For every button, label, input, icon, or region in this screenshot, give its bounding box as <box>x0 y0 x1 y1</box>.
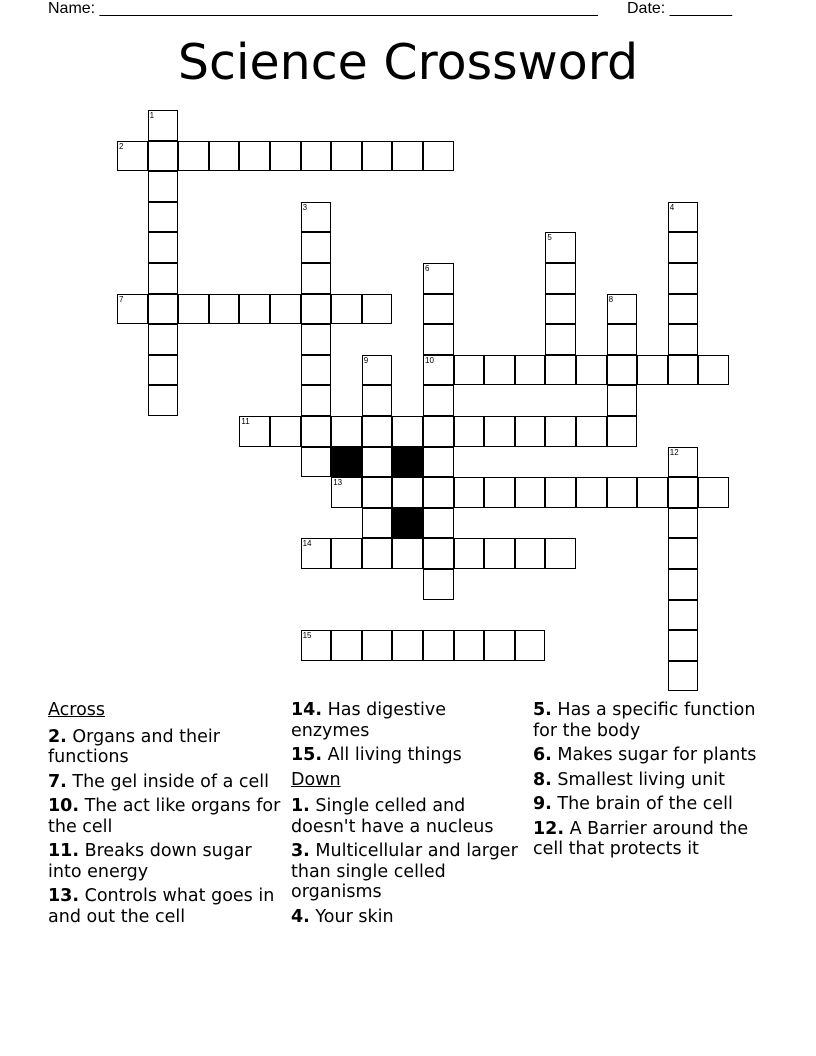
crossword-cell <box>607 294 638 325</box>
crossword-cell <box>117 141 148 172</box>
crossword-cell <box>117 294 148 325</box>
crossword-cell <box>698 477 729 508</box>
crossword-cell <box>668 202 699 233</box>
crossword-cell <box>301 538 332 569</box>
crossword-cell <box>148 385 179 416</box>
clue-across-14: 14. Has digestive enzymes <box>291 700 446 741</box>
crossword-cell <box>362 447 393 478</box>
crossword-cell <box>545 538 576 569</box>
clues-column-1 <box>48 700 284 931</box>
crossword-cell <box>515 538 546 569</box>
crossword-cell <box>515 355 546 386</box>
crossword-cell <box>668 447 699 478</box>
crossword-cell <box>301 355 332 386</box>
crossword-cell <box>331 416 362 447</box>
crossword-cell <box>148 110 179 141</box>
crossword-cell <box>668 477 699 508</box>
clue-number: 3 <box>302 202 308 212</box>
crossword-cell <box>698 355 729 386</box>
name-field-label: Name: ________________________________________________________ <box>48 0 598 17</box>
clue-down-1: 1. Single celled and doesn't have a nucleus <box>291 796 494 837</box>
crossword-cell <box>301 447 332 478</box>
crossword-cell <box>423 324 454 355</box>
crossword-cell <box>239 294 270 325</box>
crossword-cell <box>484 538 515 569</box>
crossword-cell <box>331 294 362 325</box>
crossword-cell <box>607 355 638 386</box>
clue-number: 12 <box>669 447 679 457</box>
crossword-cell <box>148 171 179 202</box>
clue-across-2: 2. Organs and their functions <box>48 726 220 767</box>
clue-across-13: 13. Controls what goes in and out the cell <box>48 886 275 927</box>
crossword-cell <box>209 294 240 325</box>
crossword-cell <box>362 630 393 661</box>
crossword-cell <box>454 630 485 661</box>
clue-down-4: 4. Your skin <box>291 906 394 927</box>
clue-number: 8 <box>608 294 614 304</box>
crossword-cell <box>454 538 485 569</box>
crossword-cell <box>362 538 393 569</box>
clue-number: 1 <box>149 111 155 120</box>
clue-number: 11 <box>241 417 250 426</box>
crossword-cell <box>515 477 546 508</box>
crossword-cell <box>423 538 454 569</box>
crossword-cell <box>301 202 332 233</box>
crossword-cell <box>484 355 515 386</box>
crossword-cell <box>239 141 270 172</box>
across-heading: Across <box>48 700 106 720</box>
crossword-cell <box>301 141 332 172</box>
black-square <box>392 508 423 539</box>
crossword-cell <box>607 385 638 416</box>
crossword-cell <box>148 202 179 233</box>
clue-down-12: 12. A Barrier around the cell that protects it <box>533 818 749 859</box>
crossword-cell <box>423 569 454 600</box>
crossword-cell <box>668 324 699 355</box>
crossword-cell <box>515 416 546 447</box>
crossword-cell <box>239 416 270 447</box>
page-title: Science Crossword <box>177 34 639 91</box>
crossword-cell <box>301 232 332 263</box>
black-square <box>331 447 362 478</box>
clue-across-11: 11. Breaks down sugar into energy <box>48 841 252 882</box>
crossword-cell <box>148 324 179 355</box>
crossword-cell <box>423 477 454 508</box>
crossword-cell <box>392 630 423 661</box>
crossword-cell <box>301 294 332 325</box>
crossword-cell <box>545 294 576 325</box>
crossword-cell <box>484 477 515 508</box>
crossword-cell <box>301 324 332 355</box>
crossword-cell <box>545 324 576 355</box>
crossword-cell <box>454 477 485 508</box>
crossword-cell <box>668 538 699 569</box>
crossword-cell <box>637 355 668 386</box>
black-square <box>392 447 423 478</box>
down-heading: Down <box>291 769 341 790</box>
crossword-cell <box>423 141 454 172</box>
crossword-cell <box>423 508 454 539</box>
crossword-cell <box>607 324 638 355</box>
crossword-cell <box>423 294 454 325</box>
clue-across-15: 15. All living things <box>291 745 462 765</box>
clue-number: 14 <box>302 539 312 549</box>
clue-number: 6 <box>425 264 430 273</box>
clue-number: 2 <box>119 141 124 151</box>
crossword-cell <box>362 294 393 325</box>
clue-down-3: 3. Multicellular and larger than single celled organisms <box>291 841 518 902</box>
crossword-cell <box>148 232 179 263</box>
clue-down-6: 6. Makes sugar for plants <box>533 745 757 765</box>
crossword-cell <box>148 294 179 325</box>
crossword-cell <box>668 630 699 661</box>
crossword-cell <box>270 416 301 447</box>
crossword-cell <box>607 477 638 508</box>
crossword-cell <box>454 355 485 386</box>
crossword-cell <box>331 630 362 661</box>
crossword-cell <box>423 263 454 294</box>
clue-across-7: 7. The gel inside of a cell <box>48 771 270 792</box>
crossword-cell <box>576 416 607 447</box>
clue-number: 4 <box>669 202 675 212</box>
crossword-cell <box>576 477 607 508</box>
clue-down-5: 5. Has a specific function for the body <box>533 700 756 741</box>
crossword-cell <box>392 477 423 508</box>
clue-down-8: 8. Smallest living unit <box>533 769 725 790</box>
crossword-cell <box>331 538 362 569</box>
crossword-cell <box>148 355 179 386</box>
crossword-cell <box>668 263 699 294</box>
clues-column-3 <box>533 700 769 864</box>
crossword-cell <box>484 416 515 447</box>
crossword-cell <box>362 477 393 508</box>
crossword-cell <box>668 508 699 539</box>
crossword-cell <box>362 385 393 416</box>
crossword-cell <box>301 263 332 294</box>
crossword-cell <box>545 477 576 508</box>
crossword-cell <box>545 355 576 386</box>
crossword-cell <box>545 263 576 294</box>
crossword-cell <box>270 294 301 325</box>
crossword-cell <box>423 355 454 386</box>
crossword-cell <box>270 141 301 172</box>
crossword-cell <box>392 416 423 447</box>
crossword-cell <box>178 141 209 172</box>
crossword-cell <box>301 416 332 447</box>
crossword-cell <box>668 294 699 325</box>
crossword-cell <box>423 447 454 478</box>
crossword-cell <box>454 416 485 447</box>
crossword-cell <box>668 600 699 631</box>
clues-column-2 <box>291 700 527 931</box>
crossword-cell <box>668 355 699 386</box>
crossword-cell <box>362 508 393 539</box>
crossword-cell <box>423 416 454 447</box>
crossword-cell <box>545 416 576 447</box>
crossword-cell <box>423 385 454 416</box>
clue-number: 5 <box>547 233 552 243</box>
clue-down-9: 9. The brain of the cell <box>533 794 733 814</box>
crossword-cell <box>668 661 699 692</box>
crossword-cell <box>423 630 454 661</box>
crossword-cell <box>607 416 638 447</box>
crossword-cell <box>668 569 699 600</box>
clue-number: 7 <box>119 294 124 304</box>
clue-number: 13 <box>333 478 343 488</box>
crossword-cell <box>362 416 393 447</box>
clue-number: 15 <box>302 631 312 641</box>
crossword-cell <box>515 630 546 661</box>
crossword-cell <box>148 141 179 172</box>
clue-across-10: 10. The act like organs for the cell <box>48 796 281 837</box>
clue-number: 9 <box>363 355 369 365</box>
crossword-cell <box>209 141 240 172</box>
crossword-cell <box>668 232 699 263</box>
crossword-cell <box>392 141 423 172</box>
crossword-cell <box>637 477 668 508</box>
crossword-cell <box>484 630 515 661</box>
crossword-cell <box>331 141 362 172</box>
crossword-cell <box>331 477 362 508</box>
crossword-cell <box>362 355 393 386</box>
crossword-cell <box>301 630 332 661</box>
crossword-cell <box>178 294 209 325</box>
date-field-label: Date: _______ <box>627 0 732 17</box>
crossword-cell <box>545 232 576 263</box>
crossword-cell <box>576 355 607 386</box>
crossword-cell <box>392 538 423 569</box>
crossword-cell <box>362 141 393 172</box>
crossword-cell <box>148 263 179 294</box>
crossword-cell <box>301 385 332 416</box>
clue-number: 10 <box>425 355 434 365</box>
